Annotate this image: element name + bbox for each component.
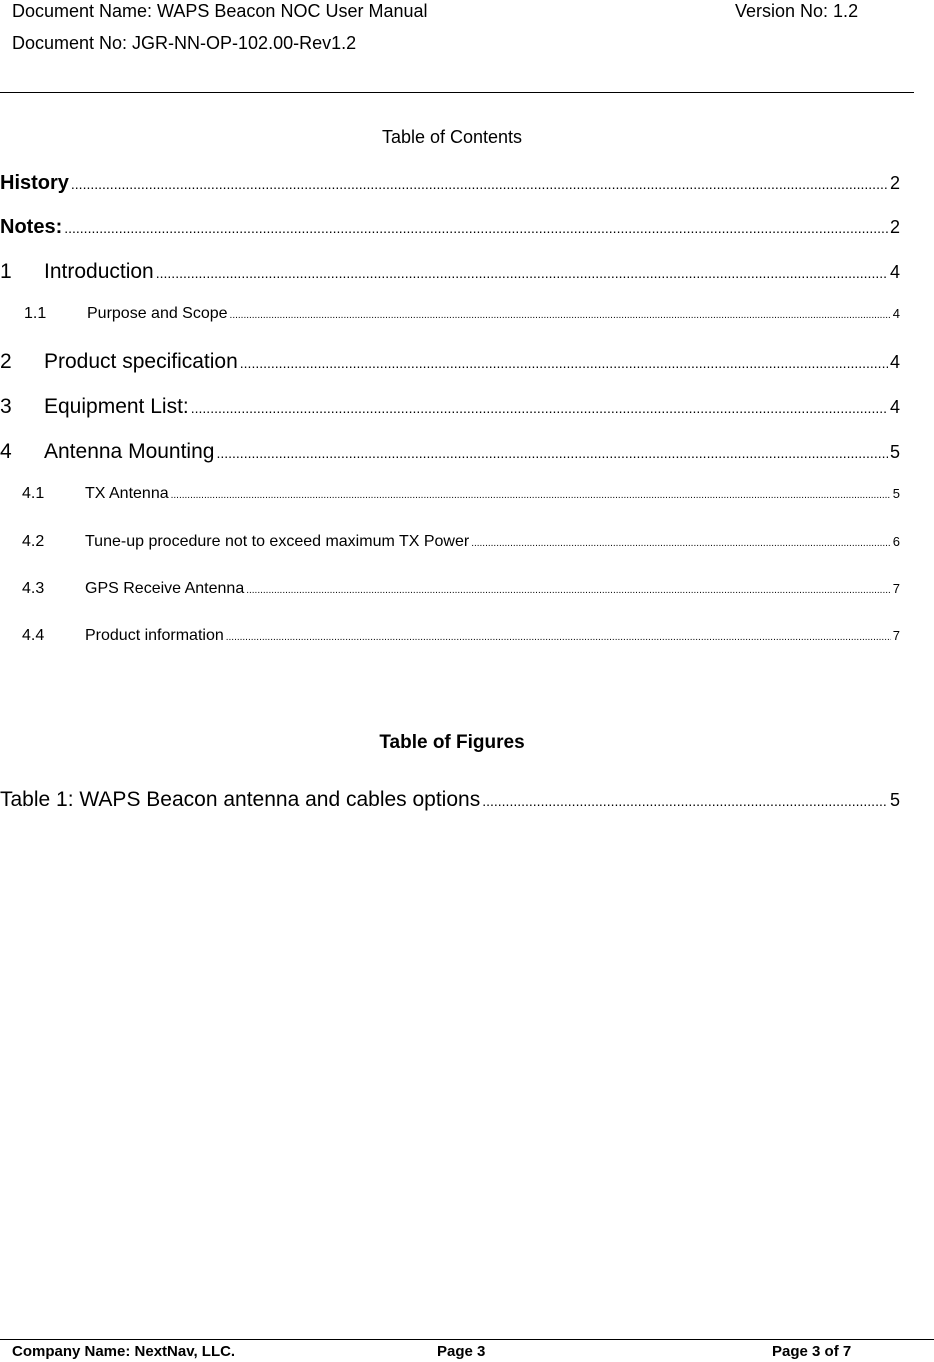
toc-entry-number: 3: [0, 395, 12, 418]
dot-leader: [171, 490, 891, 501]
toc-entry-page: 5: [889, 442, 900, 462]
document-name: Document Name: WAPS Beacon NOC User Manual: [12, 1, 428, 21]
version-number: Version No: 1.2: [735, 1, 859, 21]
toc-entry-page: 5: [892, 486, 900, 501]
footer-page-of: Page 3 of 7: [772, 1343, 852, 1360]
dot-leader: [71, 176, 888, 192]
toc-entry-tune-up-procedure[interactable]: [22, 533, 900, 551]
toc-entry-history[interactable]: [0, 172, 900, 195]
toc-entry-label: Notes:: [0, 216, 63, 238]
document-number: Document No: JGR-NN-OP-102.00-Rev1.2: [12, 33, 357, 53]
toc-entry-page: 4: [892, 306, 900, 321]
toc-entry-equipment-list[interactable]: [0, 395, 900, 419]
toc-entry-number: 1: [0, 260, 12, 283]
figure-entry-table-1[interactable]: [0, 788, 900, 812]
dot-leader: [191, 400, 888, 416]
toc-entry-page: 2: [889, 217, 900, 237]
toc-entry-purpose-scope[interactable]: [24, 305, 900, 323]
toc-entry-label: Tune-up procedure not to exceed maximum TX Power: [85, 533, 470, 550]
dot-leader: [156, 265, 888, 281]
toc-entry-label: TX Antenna: [85, 485, 169, 502]
dot-leader: [240, 355, 888, 371]
toc-entry-number: 1.1: [24, 305, 47, 322]
figure-entry-page: 5: [889, 790, 900, 810]
toc-entry-number: 4.1: [22, 485, 45, 502]
toc-entry-page: 4: [889, 352, 900, 372]
dot-leader: [471, 538, 891, 549]
toc-entry-label: Antenna Mounting: [44, 440, 215, 463]
footer-page: Page 3: [437, 1343, 486, 1360]
toc-entry-page: 7: [892, 628, 900, 643]
toc-entry-number: 4.4: [22, 627, 45, 644]
toc-entry-page: 7: [892, 581, 900, 596]
toc-entry-number: 4.3: [22, 580, 45, 597]
toc-entry-antenna-mounting[interactable]: [0, 440, 900, 464]
toc-entry-label: History: [0, 172, 69, 194]
toc-entry-number: 2: [0, 350, 12, 373]
toc-entry-label: GPS Receive Antenna: [85, 580, 245, 597]
toc-entry-label: Product specification: [44, 350, 238, 373]
figure-entry-label: Table 1: WAPS Beacon antenna and cables options: [0, 788, 481, 811]
dot-leader: [216, 445, 888, 461]
toc-entry-label: Equipment List:: [44, 395, 189, 418]
toc-entry-page: 4: [889, 397, 900, 417]
toc-entry-page: 6: [892, 534, 900, 549]
toc-entry-page: 2: [889, 173, 900, 193]
toc-entry-label: Product information: [85, 627, 224, 644]
table-of-figures-title: Table of Figures: [379, 732, 525, 753]
header-divider: [0, 92, 914, 93]
toc-entry-page: 4: [889, 262, 900, 282]
footer-divider: [0, 1339, 934, 1340]
toc-entry-tx-antenna[interactable]: [22, 485, 900, 503]
dot-leader: [246, 585, 891, 596]
dot-leader: [64, 220, 888, 236]
dot-leader: [482, 793, 888, 809]
toc-entry-number: 4: [0, 440, 12, 463]
footer-company: Company Name: NextNav, LLC.: [12, 1343, 236, 1360]
toc-entry-notes[interactable]: [0, 216, 900, 239]
dot-leader: [230, 310, 891, 321]
toc-entry-product-information[interactable]: [22, 627, 900, 645]
toc-entry-product-specification[interactable]: [0, 350, 900, 374]
toc-entry-introduction[interactable]: [0, 260, 900, 284]
toc-entry-number: 4.2: [22, 533, 45, 550]
toc-entry-gps-receive-antenna[interactable]: [22, 580, 900, 598]
dot-leader: [226, 632, 891, 643]
toc-title: Table of Contents: [381, 127, 523, 147]
toc-entry-label: Purpose and Scope: [87, 305, 228, 322]
toc-entry-label: Introduction: [44, 260, 154, 283]
